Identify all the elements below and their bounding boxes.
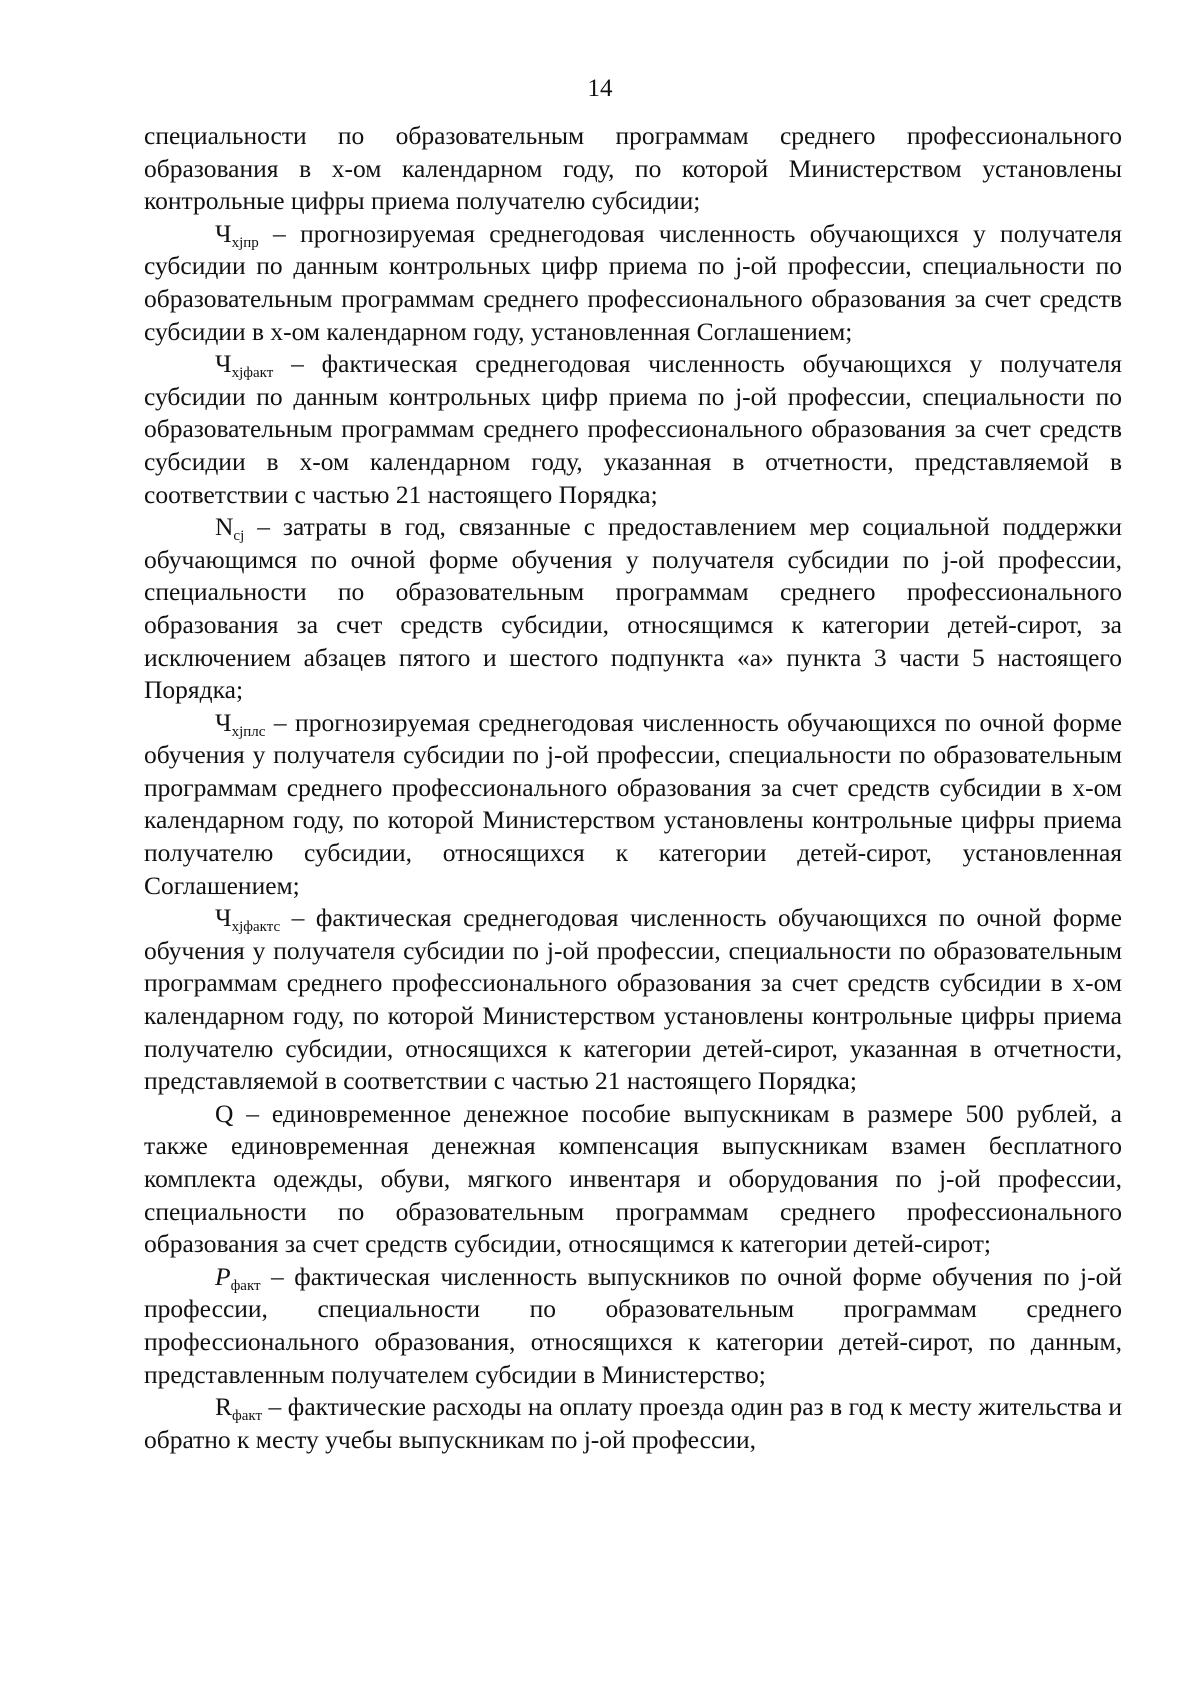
definition-q	[144, 1098, 1122, 1261]
definition-text: – прогнозируемая среднегодовая численность обучающихся по очной форме обучения у получателя субсидии по j-ой профессии, специальности по образовательным программам среднего профессионального образования за счет средств субсидии в х-ом календарном году, по которой Министерством установлены контрольные цифры приема получателю субсидии, относящихся к категории детей-сирот, установленная Соглашением;	[144, 707, 1122, 900]
formula-symbol: $N_{cj}$	[215, 512, 245, 545]
definition-rfakt	[144, 1391, 1122, 1456]
page-number: 14	[587, 75, 613, 102]
definition-text: – единовременное денежное пособие выпускникам в размере 500 рублей, а также единовременная денежная компенсация выпускникам взамен бесплатного комплекта одежды, обуви, мягкого инвентаря и оборудования по j-ой профессии, специальности по образовательным программам среднего профессионального образования за счет средств субсидии, относящимся к категории детей-сирот;	[144, 1098, 1122, 1259]
formula-symbol: $R_{факт}$	[215, 1392, 263, 1425]
paragraph-continuation	[144, 120, 1122, 218]
formula-symbol: $Ч_{хjфакт}$	[215, 349, 274, 382]
definition-text: – фактическая среднегодовая численность обучающихся у получателя субсидии по данным контрольных цифр приема по j-ой профессии, специальности по образовательным программам среднего профессионального образования за счет средств субсидии в х-ом календарном году, указанная в отчетности, представляемой в соответствии с частью 21 настоящего Порядка;	[144, 349, 1122, 509]
formula-symbol: $Ч_{хjпр}$	[215, 218, 259, 251]
formula-symbol: $Ч_{хjплс}$	[215, 707, 266, 740]
definition-text: – фактическая среднегодовая численность обучающихся по очной форме обучения у получателя субсидии по j-ой профессии, специальности по образовательным программам среднего профессионального образования за счет средств субсидии в х-ом календарном году, по которой Министерством установлены контрольные цифры приема получателю субсидии, относящихся к категории детей-сирот, указанная в отчетности, представляемой в соответствии с частью 21 настоящего Порядка;	[144, 903, 1122, 1096]
symbol-subscript: хjфакт	[231, 365, 274, 382]
formula-symbol: $Ч_{хjфактс}$	[215, 903, 281, 936]
formula-symbol: $P_{факт}$	[215, 1261, 261, 1294]
definition-text: – затраты в год, связанные с предоставлением мер социальной поддержки обучающимся по очной форме обучения у получателя субсидии по j-ой профессии, специальности по образовательным программам среднего профессионального образования за счет средств субсидии, относящимся к категории детей-сирот, за исключением абзацев пятого и шестого подпункта «а» пункта 3 части 5 настоящего Порядка;	[144, 512, 1122, 705]
definition-text: – фактические расходы на оплату проезда один раз в год к месту жительства и обратно к месту учебы выпускникам по j-ой профессии,	[144, 1392, 1122, 1454]
definition-chkhjpls	[144, 707, 1122, 903]
symbol-subscript: cj	[233, 528, 245, 545]
definition-ncj	[144, 511, 1122, 707]
definition-text: – фактическая численность выпускников по очной форме обучения по j-ой профессии, специальности по образовательным программам среднего профессионального образования, относящихся к категории детей-сирот, по данным, представленным получателем субсидии в Министерство;	[144, 1261, 1122, 1389]
paragraph-text: специальности по образовательным программам среднего профессионального образования в х-ом календарном году, по которой Министерством установлены контрольные цифры приема получателю субсидии;	[144, 121, 1122, 216]
definition-pfakt	[144, 1261, 1122, 1391]
symbol-subscript: факт	[230, 1277, 261, 1294]
formula-symbol: Q	[215, 1098, 234, 1128]
symbol-subscript: хjпр	[231, 234, 259, 251]
document-body	[144, 120, 1122, 1456]
symbol-subscript: факт	[232, 1408, 263, 1425]
symbol-subscript: хjплс	[231, 723, 266, 740]
definition-text: – прогнозируемая среднегодовая численность обучающихся у получателя субсидии по данным контрольных цифр приема по j-ой профессии, специальности по образовательным программам среднего профессионального образования за счет средств субсидии в х-ом календарном году, установленная Соглашением;	[144, 218, 1122, 346]
definition-chkhjpr	[144, 218, 1122, 348]
symbol-subscript: хjфактс	[231, 919, 281, 936]
definition-chkhjfakts	[144, 902, 1122, 1098]
definition-chkhjfakt	[144, 348, 1122, 511]
